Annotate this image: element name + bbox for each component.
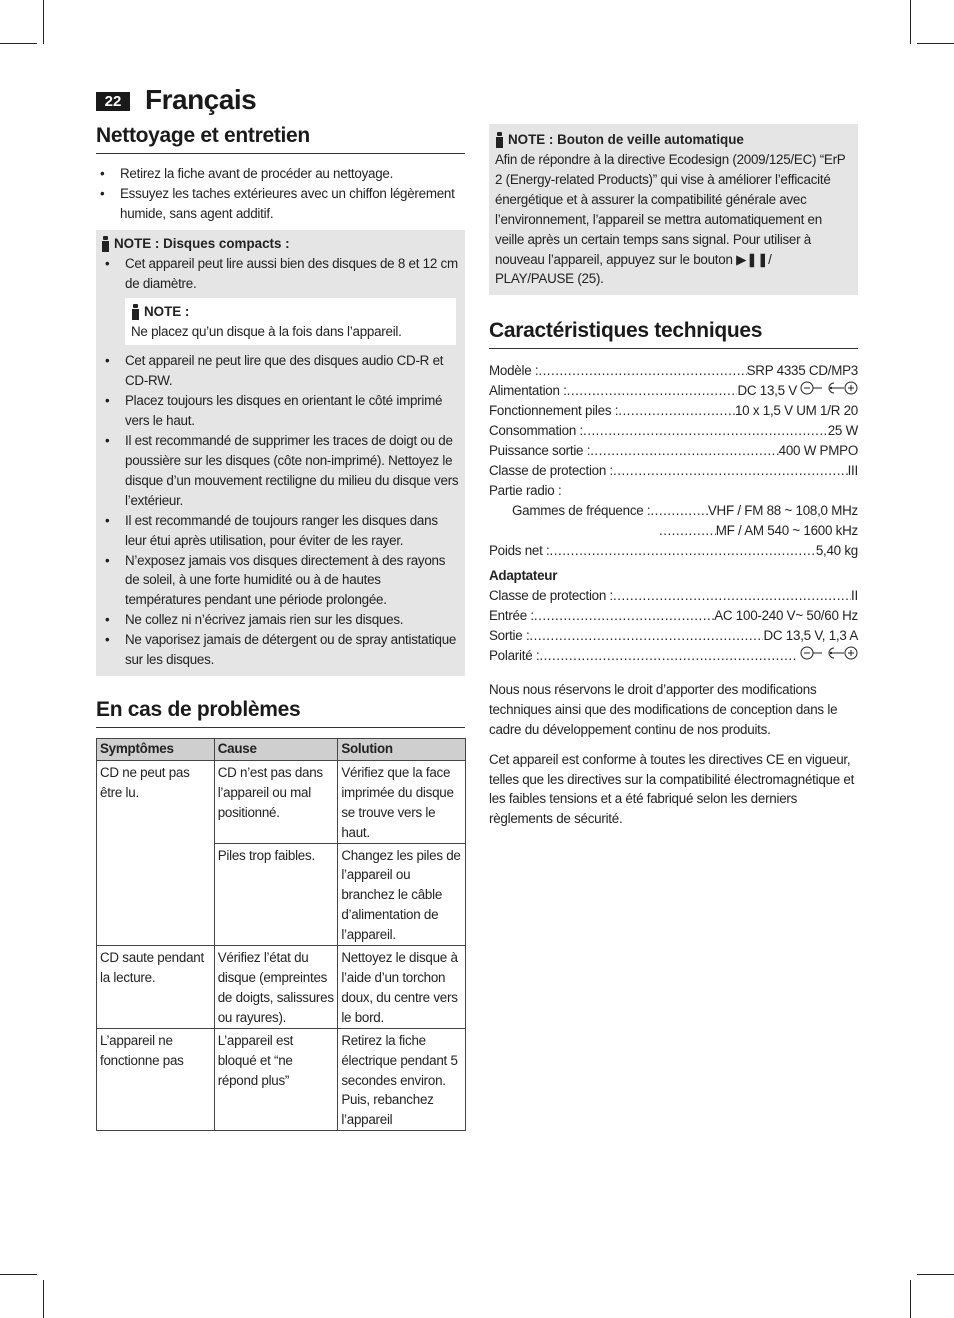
crop-mark xyxy=(910,1280,911,1318)
spec-value: MF / AM 540 ~ 1600 kHz xyxy=(715,522,858,538)
polarity-icon xyxy=(800,381,858,395)
cause-cell: Vérifiez l’état du disque (empreintes de doigts, salissures ou rayures). xyxy=(214,946,338,1029)
symptom-cell: L’appareil ne fonctionne pas xyxy=(97,1028,215,1131)
spec-label: Poids net : xyxy=(489,542,550,558)
left-column xyxy=(96,124,465,1131)
spec-label: Consommation : xyxy=(489,423,583,439)
list-item: • Ne vaporisez jamais de détergent ou de spray antistatique sur les disques. xyxy=(101,630,459,670)
note-list xyxy=(101,351,459,670)
spec-row xyxy=(489,361,858,381)
spec-row xyxy=(489,441,858,461)
specs-list xyxy=(489,361,858,666)
spec-value: DC 13,5 V xyxy=(737,383,797,399)
note-heading-text: NOTE : Bouton de veille automatique xyxy=(508,132,744,147)
info-icon xyxy=(495,132,504,148)
crop-mark xyxy=(917,1274,954,1275)
column-header: Cause xyxy=(214,738,338,760)
play-pause-label: / PLAY/PAUSE (25). xyxy=(495,251,772,287)
spec-value: 10 x 1,5 V UM 1/R 20 xyxy=(734,403,858,419)
list-item: • Cet appareil ne peut lire que des disques audio CD-R et CD-RW. xyxy=(101,351,459,391)
inner-note xyxy=(125,298,456,346)
spec-value: SRP 4335 CD/MP3 xyxy=(746,363,858,379)
symptom-cell: CD ne peut pas être lu. xyxy=(97,760,215,945)
specs-title: Caractéristiques techniques xyxy=(489,319,858,349)
note-standby xyxy=(489,124,858,295)
info-icon xyxy=(101,236,110,252)
spec-row xyxy=(489,461,858,481)
info-icon xyxy=(131,304,140,320)
note-list xyxy=(101,254,459,294)
solution-cell: Retirez la fiche électrique pendant 5 secondes environ. Puis, rebanchez l’appareil xyxy=(338,1028,466,1131)
spec-row xyxy=(489,606,858,626)
crop-mark xyxy=(43,0,44,44)
play-pause-icon: ▶❚❚ xyxy=(736,251,769,267)
note-heading-text: NOTE : Disques compacts : xyxy=(114,235,290,251)
radio-label: Partie radio : xyxy=(489,482,562,498)
spec-value: AC 100-240 V~ 50/60 Hz xyxy=(714,608,858,624)
list-item: • Il est recommandé de supprimer les traces de doigt ou de poussière sur les disques (côte non-imprimé). Nettoyez le disque d’un mouvement rectiligne du milieu du disque vers l’extérieur. xyxy=(101,431,459,511)
language-heading: Français xyxy=(145,84,257,115)
inner-note-heading xyxy=(131,302,450,322)
cleaning-title: Nettoyage et entretien xyxy=(96,124,465,154)
spec-value: VHF / FM 88 ~ 108,0 MHz xyxy=(707,502,858,518)
spec-row xyxy=(489,501,858,521)
column-header: Symptômes xyxy=(97,738,215,760)
spec-value: II xyxy=(851,588,858,604)
troubleshooting-title: En cas de problèmes xyxy=(96,698,465,728)
note-heading xyxy=(495,130,852,150)
spec-label: Fonctionnement piles : xyxy=(489,403,619,419)
list-item: • Retirez la fiche avant de procéder au nettoyage. xyxy=(96,164,465,184)
cleaning-list xyxy=(96,164,465,224)
note-body: Afin de répondre à la directive Ecodesign (2009/125/EC) “ErP 2 (Energy-related Products)” qui vise à améliorer l’efficacité énergétique et à assurer la compatibilité générale avec l’environnement, l’appareil se mettra automatiquement en veille après un certain temps sans signal. Pour utiliser à nouveau l’appareil, appuyez sur le bouton xyxy=(495,152,846,267)
spec-row xyxy=(489,626,858,646)
spec-row xyxy=(489,381,858,401)
column-header: Solution xyxy=(338,738,466,760)
spec-row xyxy=(489,586,858,606)
spec-value: 5,40 kg xyxy=(815,542,858,558)
cause-cell: CD n’est pas dans l’appareil ou mal positionné. xyxy=(214,760,338,843)
table-row xyxy=(97,760,466,843)
adapter-title: Adaptateur xyxy=(489,568,558,584)
list-item: • Cet appareil peut lire aussi bien des disques de 8 et 12 cm de diamètre. xyxy=(101,254,459,294)
table-header-row xyxy=(97,738,466,760)
troubleshooting-table xyxy=(96,738,466,1131)
spec-label: Puissance sortie : xyxy=(489,442,591,458)
list-item: • Placez toujours les disques en orientant le côté imprimé vers le haut. xyxy=(101,391,459,431)
inner-note-heading-text: NOTE : xyxy=(144,303,190,319)
spec-label: Sortie : xyxy=(489,628,530,644)
right-column xyxy=(489,124,858,829)
spec-row xyxy=(489,521,858,541)
spec-value: III xyxy=(847,462,858,478)
spec-row xyxy=(489,541,858,561)
spec-value: 400 W PMPO xyxy=(778,442,858,458)
spec-value: 25 W xyxy=(827,423,858,439)
note-text xyxy=(495,150,852,289)
crop-mark xyxy=(917,43,954,44)
spec-row xyxy=(489,646,858,666)
spec-row xyxy=(489,421,858,441)
paragraph: Nous nous réservons le droit d’apporter des modifications techniques ainsi que des modifications de conception dans le cadre du développement continu de nos produits. xyxy=(489,681,838,737)
list-item: • N’exposez jamais vos disques directement à des rayons de soleil, à une forte humidité ou à de hautes températures pendant une période prolongée. xyxy=(101,551,459,611)
polarity-icon xyxy=(800,646,858,660)
crop-mark xyxy=(0,1274,37,1275)
spec-label: Modèle : xyxy=(489,363,539,379)
list-item: • Il est recommandé de toujours ranger les disques dans leur étui après utilisation, pour éviter de les rayer. xyxy=(101,511,459,551)
crop-mark xyxy=(910,0,911,44)
solution-cell: Nettoyez le disque à l’aide d’un torchon doux, du centre vers le bord. xyxy=(338,946,466,1029)
note-compact-discs xyxy=(96,230,465,676)
list-item: • Ne collez ni n’écrivez jamais rien sur les disques. xyxy=(101,610,459,630)
table-row xyxy=(97,1028,466,1131)
spec-row xyxy=(489,401,858,421)
cause-cell: L’appareil est bloqué et “ne répond plus” xyxy=(214,1028,338,1131)
page-number: 22 xyxy=(96,92,130,111)
spec-label: Classe de protection : xyxy=(489,588,614,604)
spec-label: Entrée : xyxy=(489,608,534,624)
spec-label: Polarité : xyxy=(489,648,540,664)
solution-cell: Vérifiez que la face imprimée du disque se trouve vers le haut. xyxy=(338,760,466,843)
spec-label: Alimentation : xyxy=(489,383,567,399)
cause-cell: Piles trop faibles. xyxy=(214,843,338,946)
inner-note-text: Ne placez qu’un disque à la fois dans l’appareil. xyxy=(131,323,402,339)
symptom-cell: CD saute pendant la lecture. xyxy=(97,946,215,1029)
spec-value: DC 13,5 V, 1,3 A xyxy=(763,628,858,644)
crop-mark xyxy=(0,43,37,44)
paragraph: Cet appareil est conforme à toutes les directives CE en vigueur, telles que les directives sur la compatibilité électromagnétique et les faibles tensions et a été fabriqué selon les derniers règlements de sécurité. xyxy=(489,751,855,827)
table-row xyxy=(97,946,466,1029)
crop-mark xyxy=(43,1280,44,1318)
spec-label: Classe de protection : xyxy=(489,462,614,478)
solution-cell: Changez les piles de l’appareil ou branchez le câble d’alimentation de l’appareil. xyxy=(338,843,466,946)
note-heading xyxy=(101,234,459,254)
list-item: • Essuyez les taches extérieures avec un chiffon légèrement humide, sans agent additif. xyxy=(96,184,465,224)
spec-label: Gammes de fréquence : xyxy=(512,502,651,518)
